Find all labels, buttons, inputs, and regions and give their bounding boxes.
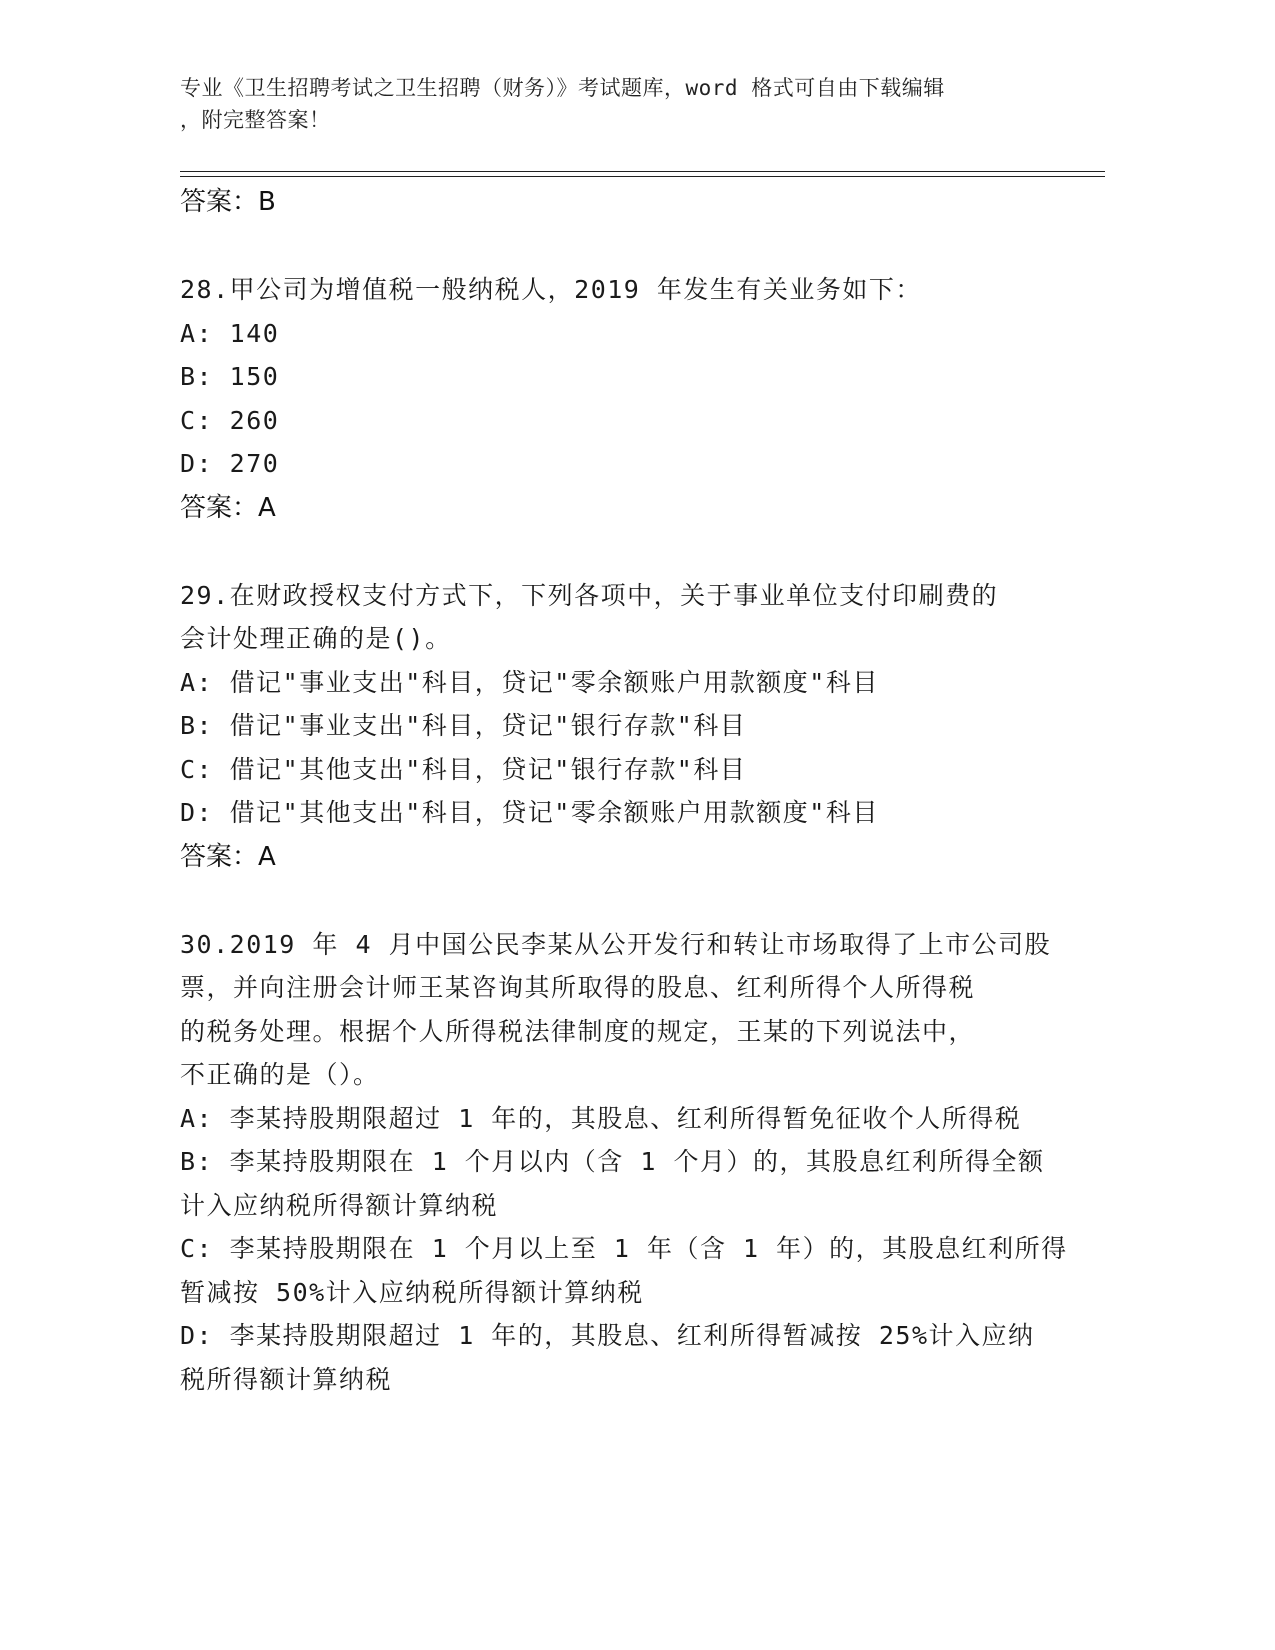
option-c: C: 李某持股期限在 1 个月以上至 1 年（含 1 年）的，其股息红利所得 暂减按 50%计入应纳税所得额计算纳税: [180, 1234, 1068, 1307]
page-header: [180, 72, 1060, 136]
question-block: [180, 574, 1060, 879]
header-divider: [180, 171, 1105, 172]
question-text: 28.甲公司为增值税一般纳税人，2019 年发生有关业务如下：: [180, 275, 922, 304]
header-line: ，附完整答案！: [180, 108, 331, 132]
header-divider: [180, 176, 1105, 177]
option-c: C: 借记"其他支出"科目，贷记"银行存款"科目: [180, 754, 747, 784]
option-d: D: 270: [180, 449, 280, 478]
option-a: A: 140: [180, 318, 280, 348]
question-text: 29.在财政授权支付方式下，下列各项中，关于事业单位支付印刷费的 会计处理正确的是()。: [180, 580, 999, 653]
answer-line: 答案：A: [180, 492, 276, 523]
question-text: 30.2019 年 4 月中国公民李某从公开发行和转让市场取得了上市公司股 票，并向注册会计师王某咨询其所取得的股息、红利所得个人所得税 的税务处理。根据个人所得税法律制度的规定，王某的下列说法中， 不正确的是（）。: [180, 929, 1052, 1089]
option-d: D: 李某持股期限超过 1 年的，其股息、红利所得暂减按 25%计入应纳 税所得额计算纳税: [180, 1321, 1035, 1394]
option-d: D: 借记"其他支出"科目，贷记"零余额账户用款额度"科目: [180, 798, 879, 827]
header-line: 专业《卫生招聘考试之卫生招聘（财务）》考试题库，word 格式可自由下载编辑: [180, 76, 945, 100]
question-block: [180, 268, 1060, 530]
option-b: B: 借记"事业支出"科目，贷记"银行存款"科目: [180, 711, 747, 740]
option-a: A: 李某持股期限超过 1 年的，其股息、红利所得暂免征收个人所得税: [180, 1103, 1022, 1133]
option-a: A: 借记"事业支出"科目，贷记"零余额账户用款额度"科目: [180, 667, 879, 697]
answer-line: 答案：A: [180, 841, 276, 872]
option-b: B: 150: [180, 362, 280, 391]
question-list: [180, 180, 1068, 1401]
answer-line: 答案：B: [180, 187, 276, 217]
question-block: [180, 923, 1068, 1402]
option-c: C: 260: [180, 405, 280, 435]
option-b: B: 李某持股期限在 1 个月以内（含 1 个月）的，其股息红利所得全额 计入应纳税所得额计算纳税: [180, 1147, 1045, 1220]
